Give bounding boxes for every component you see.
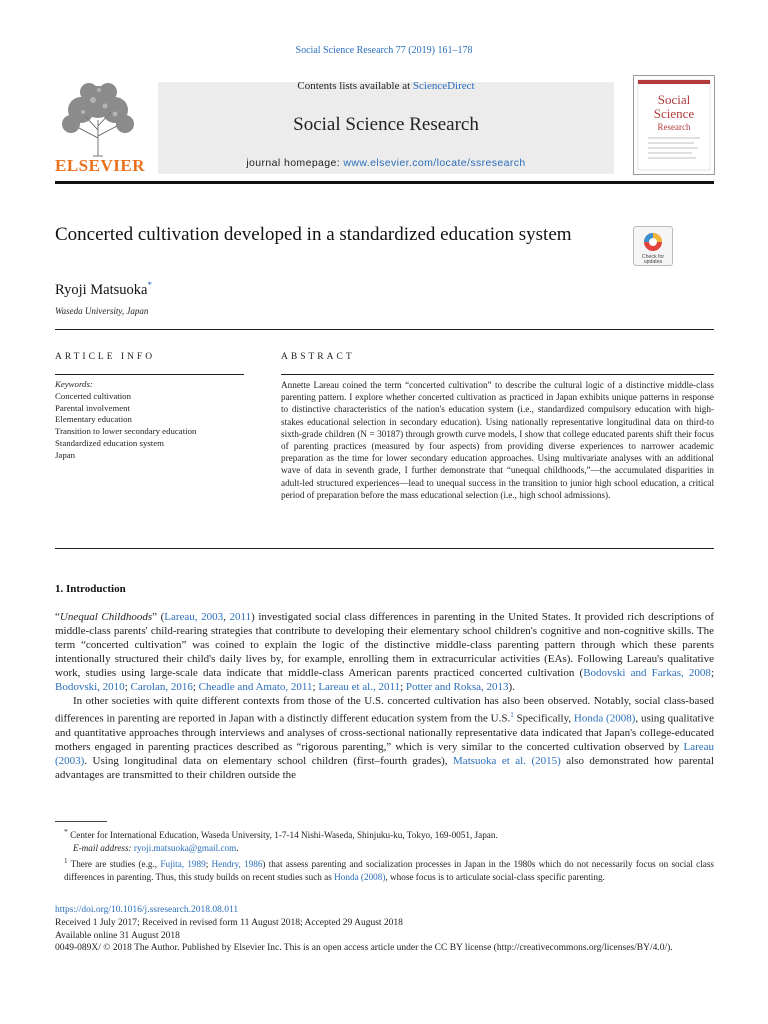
keyword-item: Transition to lower secondary education <box>55 426 197 437</box>
keyword-item: Elementary education <box>55 414 132 425</box>
text-run: ; <box>400 681 406 693</box>
footnote-divider <box>55 821 107 822</box>
citation-link[interactable]: Honda (2008) <box>573 712 636 725</box>
citation-link[interactable]: Fujita, 1989 <box>160 858 206 869</box>
journal-header-banner <box>158 82 614 174</box>
text-run: ; <box>205 858 212 869</box>
keyword-item: Concerted cultivation <box>55 390 131 401</box>
citation-link[interactable]: 2011 <box>229 611 252 623</box>
sciencedirect-link[interactable]: ScienceDirect <box>412 80 475 92</box>
footnote-mark: 1 <box>64 856 68 865</box>
citation-link[interactable]: Lareau (2003) <box>55 740 714 767</box>
text-run: . <box>236 842 239 853</box>
publisher-wordmark: ELSEVIER <box>55 156 145 175</box>
text-run: , whose focus is to articulate social-class specific parenting. <box>385 871 605 882</box>
license-statement: 0049-089X/ © 2018 The Author. Published by Elsevier Inc. This is an open access article under the CC BY license (http://creativecommons.org/licenses/BY/4.0/). <box>55 943 673 954</box>
section-heading-introduction: 1. Introduction <box>55 583 126 595</box>
journal-homepage-link[interactable]: www.elsevier.com/locate/ssresearch <box>343 157 526 169</box>
citation-link[interactable]: Lareau et al., 2011 <box>318 681 401 693</box>
title-divider <box>55 329 714 330</box>
footnote-1-link[interactable]: 1 <box>510 711 514 719</box>
author-email <box>55 842 714 855</box>
text-run: ) that assess parenting and socialization processes in Japan in the 1980s which do not necessarily focus on social class differences in parenting. Thus, this study builds on recent studies such as <box>64 858 714 882</box>
text-run: “ <box>55 611 60 623</box>
article-metadata <box>55 904 714 955</box>
abstract-heading: ABSTRACT <box>281 352 355 362</box>
contents-prefix: Contents lists available at <box>297 80 413 92</box>
citation-link[interactable]: Lareau, 2003 <box>164 611 224 623</box>
header-divider <box>55 181 714 184</box>
author-name <box>55 280 152 299</box>
text-run: ; <box>710 667 714 679</box>
text-run: In other societies with quite different contexts from those of the U.S. concerted cultivation has also been observed. Notably, social class-based differences in parenting are reported in Japan with a distinctly different education system from the U.S. <box>55 695 714 725</box>
citation-link[interactable]: Matsuoka et al. (2015) <box>453 754 561 767</box>
article-info-heading: ARTICLE INFO <box>55 352 156 362</box>
cover-title-line1: Social <box>657 92 691 107</box>
footnotes <box>55 826 714 883</box>
homepage-prefix: journal homepage: <box>246 157 344 169</box>
homepage-line <box>158 157 614 169</box>
email-label: E-mail address: <box>73 842 134 853</box>
text-run: Center for International Education, Waseda University, 1-7-14 Nishi-Waseda, Shinjuku-ku, Tokyo, 169-0051, Japan. <box>67 830 498 841</box>
abstract-bottom-divider <box>55 548 714 549</box>
author-name-text: Ryoji Matsuoka <box>55 281 148 298</box>
journal-citation-link[interactable]: Social Science Research 77 (2019) 161–178 <box>295 45 473 56</box>
footnote-mark: * <box>64 827 68 836</box>
keyword-item: Japan <box>55 449 76 460</box>
received-dates: Received 1 July 2017; Received in revised form 11 August 2018; Accepted 29 August 2018 <box>55 917 403 928</box>
citation-link[interactable]: Honda (2008) <box>334 871 386 882</box>
keywords-list <box>55 379 255 462</box>
citation-link[interactable]: Bodovski and Farkas, 2008 <box>583 667 711 679</box>
keywords-label: Keywords: <box>55 379 93 389</box>
text-run: ; <box>312 681 319 693</box>
text-run: also demonstrated how parental advantages are transmitted to their children outside the <box>55 754 714 781</box>
text-run: ). <box>508 681 515 693</box>
keyword-item: Parental involvement <box>55 402 130 413</box>
svg-text:Check for: Check for <box>641 254 665 260</box>
author-footnote-link[interactable]: * <box>147 280 152 290</box>
abstract-divider <box>281 374 714 375</box>
svg-text:updates: updates <box>643 259 663 265</box>
text-run: There are studies (e.g., <box>67 858 161 869</box>
intro-paragraph-1 <box>55 610 714 694</box>
citation-link[interactable]: Cheadle and Amato, 2011 <box>198 681 313 693</box>
book-title-italic: Unequal Childhoods <box>59 611 153 623</box>
citation-link[interactable]: Potter and Roksa, 2013 <box>405 681 509 693</box>
text-run: ) investigated social class differences in parenting in the United States. It provided rich descriptions of middle-class parents' child-rearing strategies that contribute to developing their elementary school children's cognitive and non-cognitive skills. The term “concerted cultivation” was coined to explain the logic of the distinctive middle-class parenting pattern through which these parents intentionally structured their child's daily lives by, for example, enrolling them in extracurricular activities (EAs). Following Lareau's qualitative work, studies using large-scale data indicate that middle-class American parents practiced concerted cultivation ( <box>55 611 714 679</box>
text-run: . Using longitudinal data on elementary school children (first–fourth grades), <box>84 754 454 767</box>
text-run: ; <box>124 681 131 693</box>
intro-paragraph-2 <box>55 694 714 782</box>
introduction-body <box>55 610 714 782</box>
doi-link[interactable]: https://doi.org/10.1016/j.ssresearch.2018.08.011 <box>55 905 239 915</box>
article-info-divider <box>55 374 244 375</box>
citation-link[interactable]: Carolan, 2016 <box>130 681 193 693</box>
text-run: , using qualitative and quantitative approaches through interviews and analyses of cross-sectional nationally representative data indicated that Japan's college-educated mothers engaged in parenting practices described as “rigorous parenting,” which is very similar to the concerted cultivation observed by <box>55 712 715 753</box>
citation-link[interactable]: Bodovski, 2010 <box>55 681 125 693</box>
text-run: Specifically, <box>513 712 574 725</box>
keyword-item: Standardized education system <box>55 437 164 448</box>
citation-link[interactable]: Hendry, 1986 <box>211 858 263 869</box>
author-footnote <box>55 826 714 842</box>
cover-title-line3: Research <box>657 122 691 132</box>
contents-line <box>158 80 614 92</box>
text-run: , <box>223 611 230 623</box>
author-affiliation: Waseda University, Japan <box>55 306 149 316</box>
article-title: Concerted cultivation developed in a standardized education system <box>55 224 572 245</box>
journal-name: Social Science Research <box>293 114 479 135</box>
check-for-updates-button[interactable] <box>633 226 673 266</box>
cover-title-line2: Science <box>653 106 695 121</box>
abstract-body: Annette Lareau coined the term “concerted cultivation” to describe the cultural logic of a distinctive middle-class parenting pattern. I explore whether concerted cultivation as practiced in Japan exhibits unique patterns in response to distinctive characteristics of the nation's education system (i.e., standardized compulsory education with high-stakes educational selection in secondary education). Using nationally representative longitudinal data on third-to sixth-grade children (N = 30187) through growth curve models, I show that college educated parents shift their focus of parenting practices (measured by four aspects) from providing diverse experiences to narrower academic preparation as the time for lower secondary education approaches. Using multivariate analyses with an additional wave of data in seventh grade, I further demonstrate that “unequal childhoods,”—the accumulated disparities in adult-led structured experiences—lead to unequal success in the transition to junior high school education, a critical period of preparation before the mass educational selection (i.e., high school admissions). <box>281 380 714 500</box>
footnote-1 <box>55 855 714 884</box>
author-email-link[interactable]: ryoji.matsuoka@gmail.com <box>133 842 237 853</box>
journal-cover-thumbnail[interactable] <box>633 75 715 175</box>
text-run: ; <box>192 681 199 693</box>
text-run: ” ( <box>152 611 165 623</box>
available-online-date: Available online 31 August 2018 <box>55 930 180 941</box>
